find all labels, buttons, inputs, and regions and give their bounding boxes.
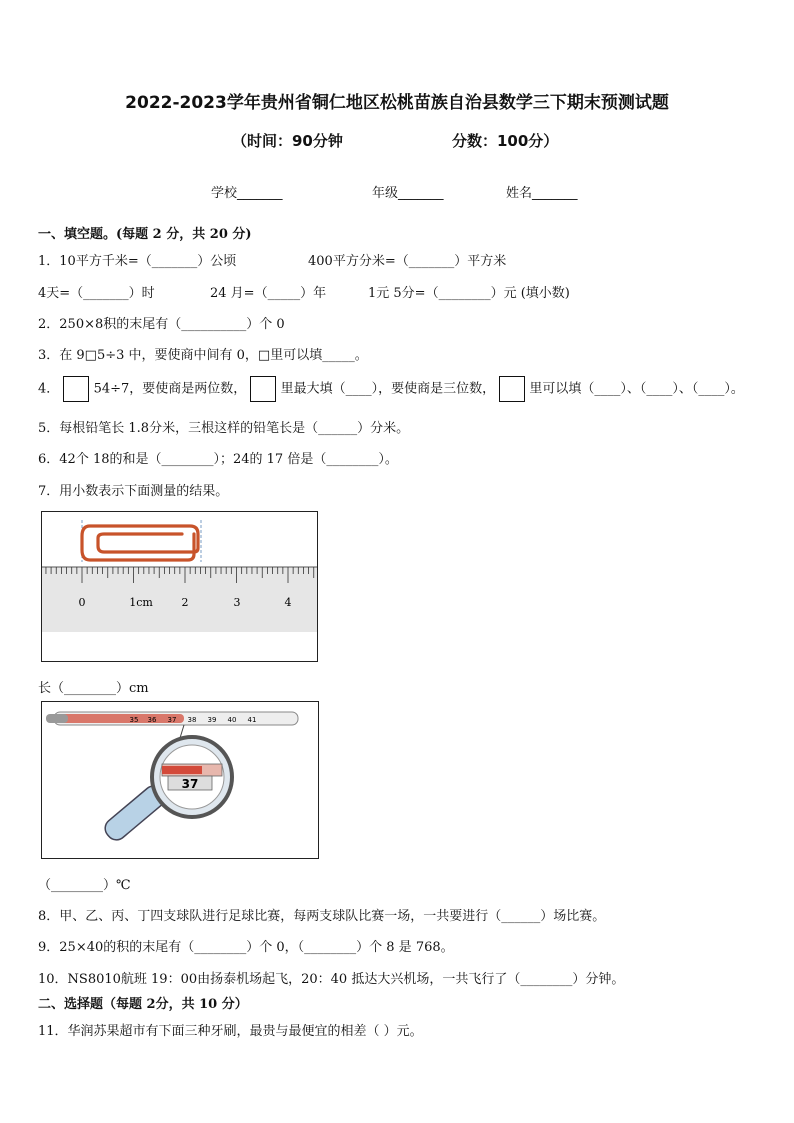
question-3: 3．在 9□5÷3 中，要使商中间有 0，□里可以填_____。 xyxy=(38,348,368,363)
temperature-answer: （________）℃ xyxy=(38,878,131,893)
thermometer-scale-label: 38 xyxy=(187,716,197,724)
question-4-part-c: 里可以填（____）、（____）、（____）。 xyxy=(529,381,744,397)
ruler-figure xyxy=(41,511,318,662)
question-9: 9．25×40的积的末尾有（________）个 0，（________）个 8 是 768。 xyxy=(38,940,454,955)
school-field: 学校_______ xyxy=(211,186,283,201)
question-2: 2．250×8积的末尾有（__________）个 0 xyxy=(38,317,285,332)
question-11: 11．华润苏果超市有下面三种牙刷，最贵与最便宜的相差（ ）元。 xyxy=(38,1024,423,1039)
thermometer-scale-label: 40 xyxy=(227,716,237,724)
question-4 xyxy=(38,376,744,402)
ruler-illustration xyxy=(42,512,317,661)
question-4-part-b: 里最大填（____），要使商是三位数， xyxy=(280,381,496,397)
ruler-label: 2 xyxy=(181,596,189,609)
ruler-label: 1cm xyxy=(129,596,153,609)
section-2-heading: 二、选择题（每题 2分，共 10 分） xyxy=(38,997,248,1012)
thermometer-scale-label: 39 xyxy=(207,716,217,724)
ruler-label: 4 xyxy=(284,596,292,609)
answer-box xyxy=(499,376,525,402)
grade-field: 年级_______ xyxy=(372,186,444,201)
section-1-heading: 一、填空题。(每题 2 分，共 20 分) xyxy=(38,227,252,242)
question-5: 5．每根铅笔长 1.8分米，三根这样的铅笔长是（______）分米。 xyxy=(38,421,410,436)
exam-time: （时间：90分钟 xyxy=(232,132,343,150)
question-1a: 1．10平方千米=（_______）公顷 xyxy=(38,254,237,269)
mercury-column xyxy=(54,714,184,723)
question-4-number: 4． xyxy=(38,381,60,397)
exam-score: 分数：100分） xyxy=(452,132,559,150)
thermometer-scale-label: 36 xyxy=(147,716,157,724)
question-7: 7．用小数表示下面测量的结果。 xyxy=(38,484,229,499)
thermometer-scale-label: 41 xyxy=(247,716,257,724)
ruler-label: 0 xyxy=(78,596,86,609)
question-10: 10．NS8010航班 19：00由扬泰机场起飞，20：40 抵达大兴机场，一共飞行了（________）分钟。 xyxy=(38,972,625,987)
thermometer-illustration xyxy=(42,702,318,858)
thermometer-scale-label: 37 xyxy=(167,716,177,724)
name-field: 姓名_______ xyxy=(506,186,578,201)
question-1b: 400平方分米=（_______）平方米 xyxy=(308,254,507,269)
answer-box xyxy=(63,376,89,402)
question-6: 6．42个 18的和是（________）；24的 17 倍是（________）。 xyxy=(38,452,398,467)
question-1e: 1元 5分=（________）元 (填小数) xyxy=(368,286,570,301)
question-1d: 24 月=（_____）年 xyxy=(210,286,327,301)
thermometer-scale-label: 35 xyxy=(129,716,139,724)
magnifier-icon xyxy=(101,737,232,844)
question-4-part-a: 54÷7，要使商是两位数， xyxy=(93,381,247,397)
question-8: 8．甲、乙、丙、丁四支球队进行足球比赛，每两支球队比赛一场，一共要进行（______）场比赛。 xyxy=(38,909,606,924)
paperclip-icon xyxy=(82,526,198,560)
length-answer: 长（________）cm xyxy=(38,681,149,696)
thermometer-figure xyxy=(41,701,319,859)
magnified-reading: 37 xyxy=(181,777,199,791)
ruler-label: 3 xyxy=(233,596,241,609)
page-title: 2022-2023学年贵州省铜仁地区松桃苗族自治县数学三下期末预测试题 xyxy=(125,93,669,113)
thermometer-bulb xyxy=(46,714,68,723)
question-1c: 4天=（_______）时 xyxy=(38,286,155,301)
answer-box xyxy=(250,376,276,402)
